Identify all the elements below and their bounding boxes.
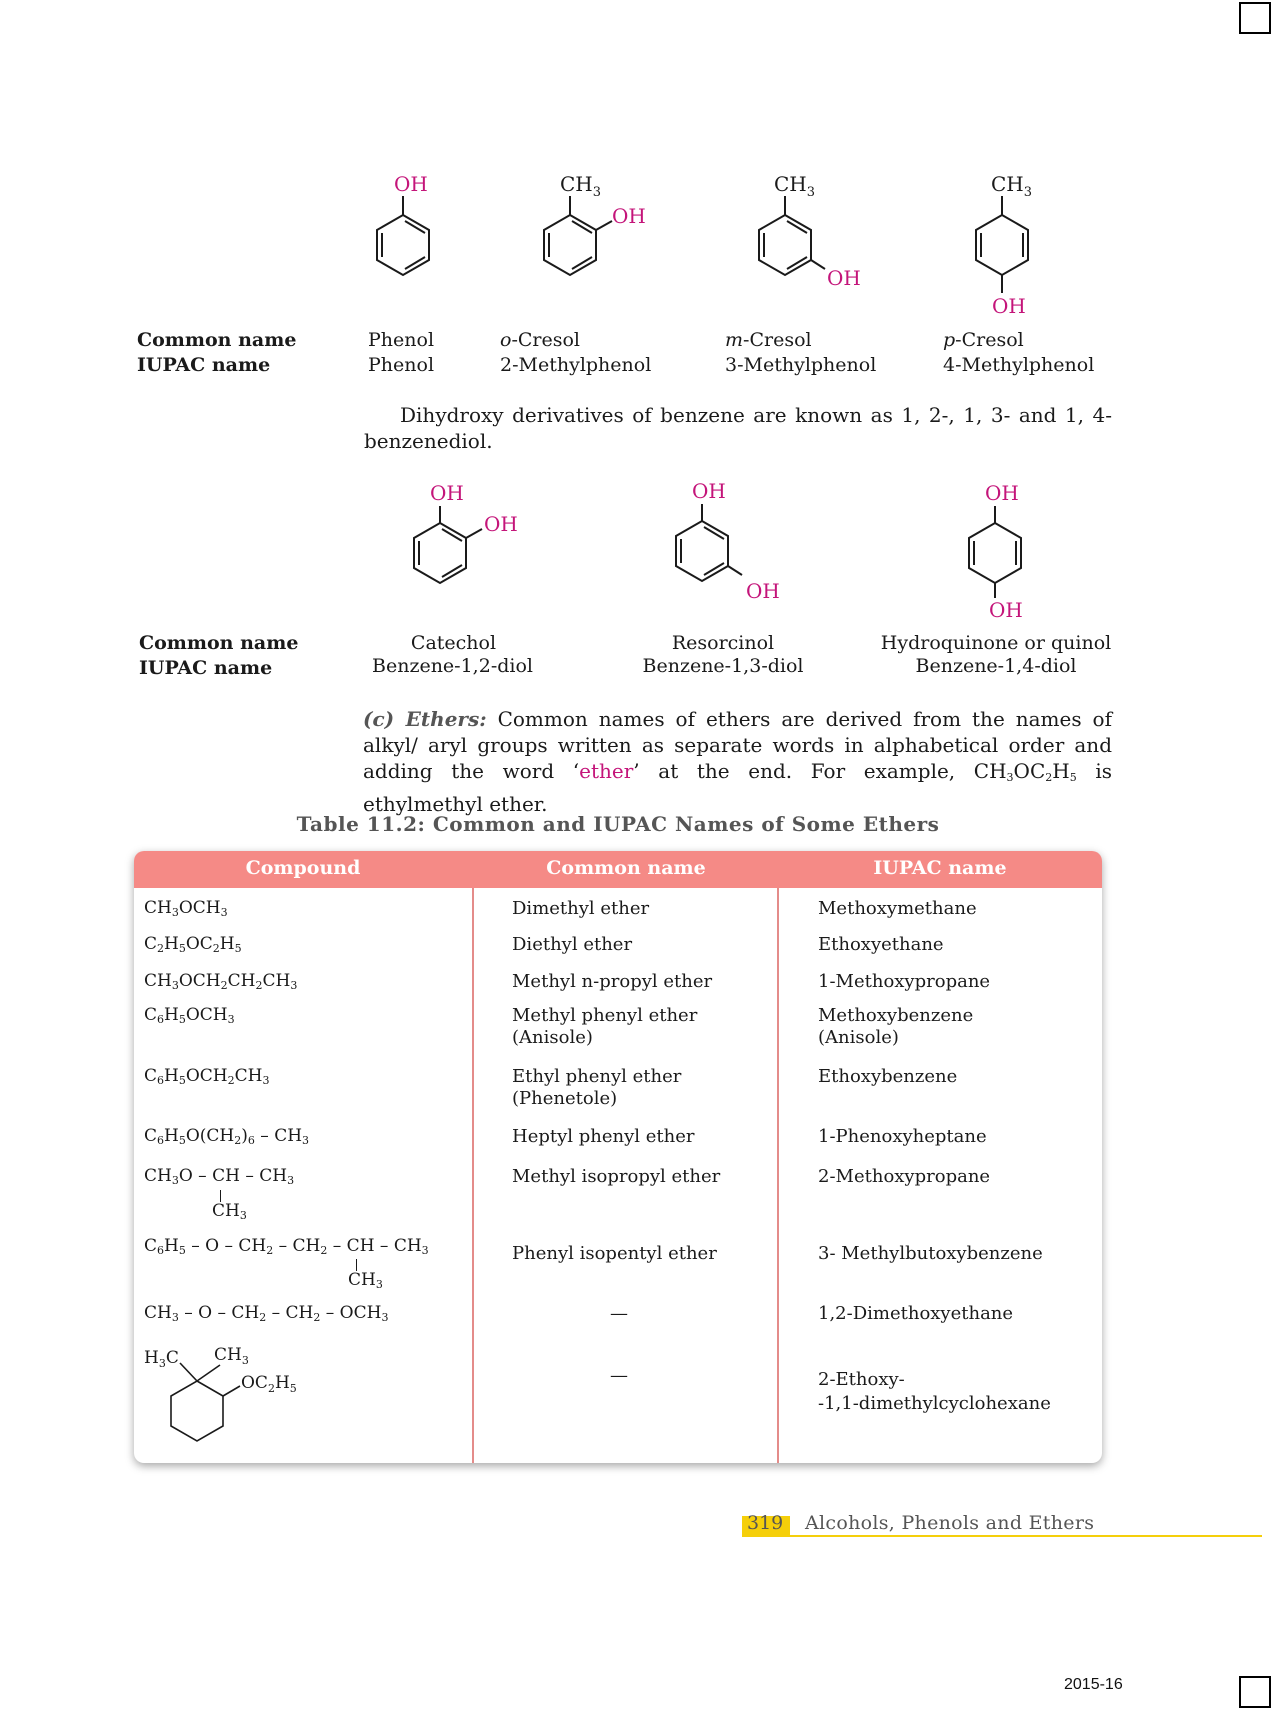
phenols-common-label: Common name [137,329,297,351]
diols-intro: Dihydroxy derivatives of benzene are known as 1, 2-, 1, 3- and 1, 4-benzenediol. [364,403,1112,453]
table-row-compound: $C_2H_5OC_2H_5$ [144,934,242,955]
svg-text:OH: OH [430,481,464,505]
table-row-common: Methyl isopropyl ether [512,1166,721,1187]
svg-text:OH: OH [612,204,646,228]
o-cresol-common [500,329,580,351]
table-row-compound: $CH_3OCH_3$ [144,898,228,919]
table-row-compound: $C_6H_5OCH_3$ [144,1005,235,1026]
svg-text:H3C: $H_3C$ [144,1348,179,1370]
phenol-common: Phenol [368,329,435,351]
table-row-iupac: 1-Methoxypropane [818,971,991,992]
table-row-common: — [610,1303,628,1324]
ethers-text-before: Common names of ethers are derived from the names of alkyl/ aryl groups written as separate words in alphabetical order and adding the word ‘ [363,707,1113,783]
catechol-structure [400,478,530,597]
table-row-compound: $CH_3OCH_2CH_2CH_3$ [144,971,298,992]
o-cresol-name: -Cresol [511,329,581,351]
diols-common-label: Common name [139,632,299,654]
p-cresol-iupac: 4-Methylphenol [943,354,1095,376]
ethers-text-after: ’ at the end. For example, CH [633,759,1007,783]
phenols-iupac-label: IUPAC name [137,354,271,376]
m-cresol-structure [745,170,875,299]
header-compound: Compound [245,857,361,879]
corner-mark-bottom [1239,1676,1271,1708]
table-row-iupac: Methoxymethane [818,898,977,919]
table-row-iupac: 1-Phenoxyheptane [818,1126,987,1147]
m-cresol-common [725,329,812,351]
header-common-name: Common name [546,857,706,879]
branch-methyl: $CH_3$ [212,1201,247,1222]
svg-text:OH: OH [746,579,780,603]
header-iupac-name: IUPAC name [873,857,1007,879]
svg-text:OH: OH [827,266,861,290]
footer-year: 2015-16 [1064,1676,1123,1693]
svg-text:OH: OH [692,479,726,503]
m-cresol-name: -Cresol [743,329,812,351]
cyclohexane-ether-structure [142,1341,332,1460]
table-row-common: Heptyl phenyl ether [512,1126,695,1147]
corner-mark-top [1239,2,1271,34]
svg-text:OH: OH [992,294,1026,318]
hydroquinone-structure [955,478,1055,632]
table-row-iupac: 3- Methylbutoxybenzene [818,1243,1043,1264]
o-prefix: o [500,329,512,351]
table-row-compound: $CH_3O$ – CH – $CH_3$ [144,1166,295,1187]
branch-methyl: $CH_3$ [348,1270,383,1291]
table-row-compound: $C_6H_5O(CH_2)_6 - CH_3$ [144,1126,310,1147]
table-row-iupac: Methoxybenzene [818,1005,974,1026]
phenol-structure [368,170,468,289]
table-row-common: Ethyl phenyl ether [512,1066,682,1087]
table-row-common: Methyl n-propyl ether [512,971,713,992]
svg-text:OH: OH [989,598,1023,622]
m-cresol-iupac: 3-Methylphenol [725,354,877,376]
table-header [134,851,1102,888]
table-caption: Table 11.2: Common and IUPAC Names of Some Ethers [296,812,940,836]
phenol-oh-label: OH [394,172,428,196]
table-row-compound: $C_6H_5$ – O – $CH_2 - CH_2$ – CH – $CH_3$ [144,1236,429,1257]
table-row-common: Phenyl isopentyl ether [512,1243,717,1264]
table-row-common: Methyl phenyl ether [512,1005,698,1026]
hydroquinone-iupac: Benzene-1,4-diol [915,655,1077,677]
svg-text:OC2H5: $OC_2H_5$ [241,1373,297,1395]
column-divider-1 [472,888,474,1463]
footer-rule [742,1535,1262,1537]
table-row-iupac: 2-Ethoxy- [818,1369,905,1390]
p-cresol-structure [962,170,1062,324]
table-row-iupac: Ethoxybenzene [818,1066,958,1087]
o-cresol-iupac: 2-Methylphenol [500,354,652,376]
table-row-common-2: (Anisole) [512,1027,593,1048]
p-prefix: p [943,329,956,351]
footer-page-number: 319 [747,1512,784,1534]
table-row-iupac: 1,2-Dimethoxyethane [818,1303,1014,1324]
table-row-common-2: (Phenetole) [512,1088,618,1109]
hydroquinone-common: Hydroquinone or quinol [880,632,1112,654]
table-row-common: — [610,1365,628,1386]
table-row-iupac-2: (Anisole) [818,1027,899,1048]
table-row-compound: $C_6H_5OCH_2CH_3$ [144,1066,270,1087]
svg-text:OH: OH [484,512,518,536]
table-row-compound: $CH_3$ – O – $CH_2 - CH_2 - OCH_3$ [144,1303,389,1324]
p-cresol-common [943,329,1024,351]
resorcinol-structure [662,476,792,610]
table-row-iupac: 2-Methoxypropane [818,1166,991,1187]
table-row-iupac: Ethoxyethane [818,934,944,955]
footer-chapter-title: Alcohols, Phenols and Ethers [805,1512,1095,1534]
svg-text:CH3: $CH_3$ [774,172,816,200]
table-row-iupac-2: -1,1-dimethylcyclohexane [818,1393,1051,1414]
ethers-highlight: ether [579,759,634,783]
p-cresol-name: -Cresol [955,329,1024,351]
resorcinol-common: Resorcinol [671,632,775,654]
phenol-iupac: Phenol [368,354,435,376]
catechol-iupac: Benzene-1,2-diol [372,655,533,677]
svg-text:OH: OH [985,481,1019,505]
svg-text:CH3: $CH_3$ [560,172,602,200]
column-divider-2 [777,888,779,1463]
table-row-common: Dimethyl ether [512,898,650,919]
resorcinol-iupac: Benzene-1,3-diol [642,655,804,677]
ethers-table [134,851,1102,1463]
ethers-paragraph: (c) Ethers: Common names of ethers are derived from the names of alkyl/ aryl groups written as separate words in alphabetical order and adding the word ‘ether’ at the end. For example, $CH_3OC_2H_5$ is ethylmethyl ether. [363,707,1113,816]
table-row-common: Diethyl ether [512,934,633,955]
diols-iupac-label: IUPAC name [139,657,273,679]
svg-text:CH3: $CH_3$ [214,1345,249,1367]
svg-text:CH3: $CH_3$ [991,172,1033,200]
catechol-common: Catechol [410,632,497,654]
ethers-text-tail: is ethylmethyl ether. [363,759,1112,816]
o-cresol-structure [530,170,660,289]
m-prefix: m [725,329,744,351]
ethers-label: (c) Ethers: [363,707,487,731]
